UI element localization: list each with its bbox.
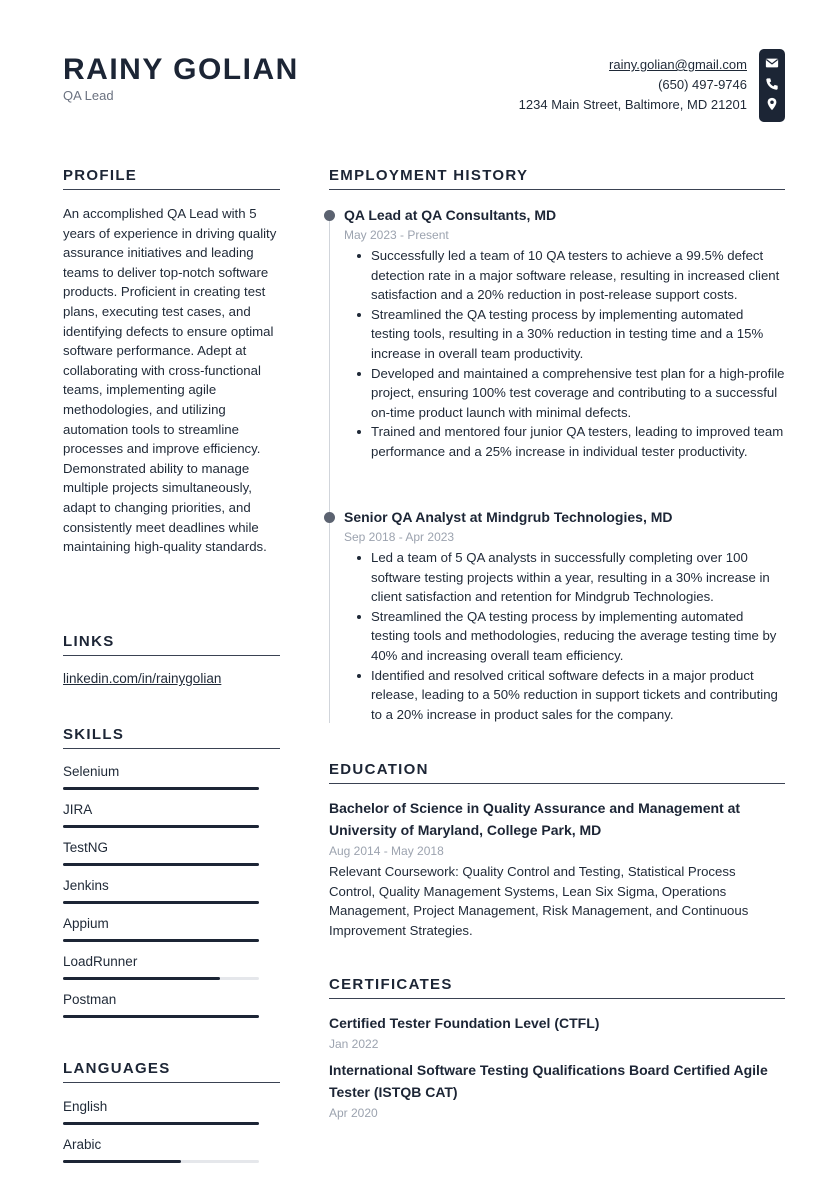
skill-item (63, 763, 259, 781)
job-bullet: Developed and maintained a comprehensive test plan for a high-profile project, ensuring 100% test coverage and contributing to a successful on-time product launch with minimal defects. (344, 364, 785, 423)
timeline-line (329, 213, 330, 723)
timeline-dot (324, 210, 335, 221)
skill-level-bar (63, 939, 259, 942)
skill-label: Jenkins (63, 878, 109, 893)
language-label: Arabic (63, 1137, 102, 1152)
skill-item (63, 877, 259, 895)
certificate-entry (329, 1012, 785, 1053)
map-pin-icon (765, 97, 779, 111)
skill-level-bar (63, 977, 259, 980)
job-entry (344, 205, 785, 462)
skill-label: Postman (63, 992, 117, 1007)
languages-heading: LANGUAGES (63, 1060, 280, 1083)
job-bullet: Streamlined the QA testing process by implementing automated testing tools, resulting in a 30% reduction in testing time and a 15% increase in overall team productivity. (344, 305, 785, 364)
skill-label: Appium (63, 916, 109, 931)
skill-level-bar (63, 901, 259, 904)
language-item (63, 1098, 259, 1116)
skill-item (63, 801, 259, 819)
job-bullet: Successfully led a team of 10 QA testers to achieve a 99.5% defect detection rate in a major software release, resulting in increased client satisfaction and a 20% reduction in post-release support costs. (344, 246, 785, 305)
education-heading: EDUCATION (329, 761, 785, 784)
job-entry (344, 507, 785, 724)
job-date: Sep 2018 - Apr 2023 (344, 530, 455, 544)
language-level-bar (63, 1160, 259, 1163)
job-date: May 2023 - Present (344, 228, 449, 242)
language-label: English (63, 1099, 108, 1114)
education-date: Aug 2014 - May 2018 (329, 844, 444, 858)
skills-heading: SKILLS (63, 726, 280, 749)
email-link[interactable]: rainy.golian@gmail.com (609, 57, 747, 72)
skill-item (63, 991, 259, 1009)
skill-item (63, 839, 259, 857)
job-title: QA Lead at QA Consultants, MD (344, 207, 557, 223)
skill-item (63, 953, 259, 971)
language-item (63, 1136, 259, 1154)
certificate-entry (329, 1059, 785, 1122)
language-level-bar (63, 1122, 259, 1125)
job-title: Senior QA Analyst at Mindgrub Technologies, MD (344, 509, 673, 525)
certificate-title: International Software Testing Qualifications Board Certified Agile Tester (ISTQB CAT) (329, 1062, 768, 1100)
contact-info (519, 55, 747, 115)
job-bullet: Led a team of 5 QA analysts in successfully completing over 100 software testing projects within a year, resulting in a 30% increase in client satisfaction and retention for Mindgrub Technologies. (344, 548, 785, 607)
skill-level-bar (63, 825, 259, 828)
education-coursework: Relevant Coursework: Quality Control and Testing, Statistical Process Control, Quality Management Systems, Lean Six Sigma, Operations Management, Project Management, Risk Management, and Continuous Improvement Strategies. (329, 864, 749, 938)
linkedin-link[interactable]: linkedin.com/in/rainygolian (63, 671, 222, 686)
links-heading: LINKS (63, 633, 280, 656)
education-entry (329, 797, 785, 940)
job-bullet: Identified and resolved critical software defects in a major product release, leading to a 50% reduction in support tickets and contributing to a 20% increase in product sales for the company. (344, 666, 785, 725)
skill-label: Selenium (63, 764, 120, 779)
skill-item (63, 915, 259, 933)
skill-level-bar (63, 1015, 259, 1018)
certificate-date: Jan 2022 (329, 1037, 379, 1051)
job-bullet: Trained and mentored four junior QA testers, leading to improved team performance and a 25% increase in individual tester productivity. (344, 422, 785, 461)
certificate-title: Certified Tester Foundation Level (CTFL) (329, 1015, 600, 1031)
timeline-dot (324, 512, 335, 523)
skill-label: JIRA (63, 802, 93, 817)
address: 1234 Main Street, Baltimore, MD 21201 (518, 97, 747, 112)
certificate-date: Apr 2020 (329, 1106, 378, 1120)
envelope-icon (765, 56, 779, 70)
job-bullet: Streamlined the QA testing process by implementing automated testing tools and methodologies, reducing the average testing time by 40% and increasing overall team efficiency. (344, 607, 785, 666)
profile-summary: An accomplished QA Lead with 5 years of experience in driving quality assurance initiatives and leading teams to deliver top-notch software products. Proficient in creating test plans, executing test cases, and identifying defects to ensure optimal software performance. Adept at collaborating with cross-functional teams, implementing agile methodologies, and utilizing automation tools to streamline processes and improve efficiency. Demonstrated ability to manage multiple projects simultaneously, adapt to changing priorities, and consistently meet deadlines while maintaining high-quality standards. (63, 206, 277, 555)
candidate-name: RAINY GOLIAN (63, 53, 299, 86)
skill-label: LoadRunner (63, 954, 138, 969)
phone-number: (650) 497-9746 (658, 77, 747, 92)
phone-icon (765, 77, 779, 91)
certificates-heading: CERTIFICATES (329, 976, 785, 999)
skill-level-bar (63, 787, 259, 790)
degree-title: Bachelor of Science in Quality Assurance and Management at University of Maryland, College Park, MD (329, 800, 741, 838)
employment-heading: EMPLOYMENT HISTORY (329, 167, 785, 190)
profile-heading: PROFILE (63, 167, 280, 190)
skill-level-bar (63, 863, 259, 866)
skill-label: TestNG (63, 840, 109, 855)
candidate-role: QA Lead (63, 88, 114, 103)
contact-icon-bar (759, 49, 785, 122)
